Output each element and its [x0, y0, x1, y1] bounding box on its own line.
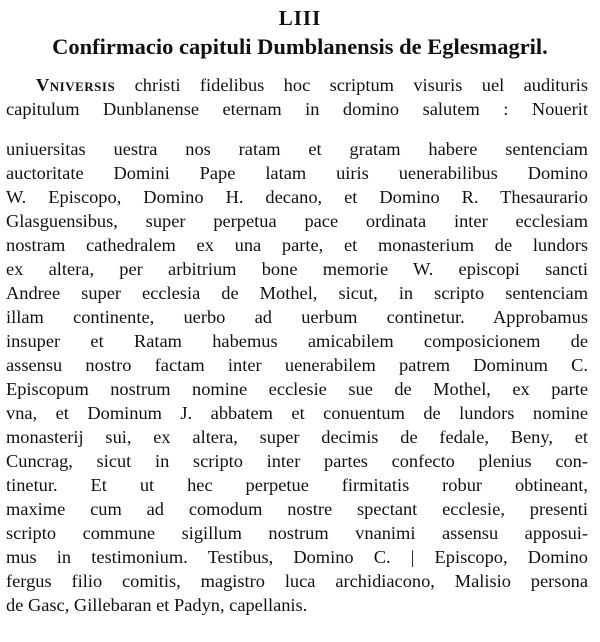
- text-line-20: mus in testimonium. Testibus, Domino C. | Episcopo, Domino: [6, 547, 588, 567]
- text-line-6: Glasguensibus, super perpetua pace ordinata inter ecclesiam: [6, 211, 588, 231]
- text-line-14: vna, et Dominum J. abbatem et conuentum de lundors nomine: [6, 403, 588, 423]
- text-line-1: Vniversis christi fidelibus hoc scriptum visuris uel audituris: [36, 75, 588, 95]
- text-line-4: auctoritate Domini Pape latam uiris uenerabilibus Domino: [6, 163, 588, 183]
- text-line-13: Episcopum nostrum nomine ecclesie sue de Mothel, ex parte: [6, 379, 588, 399]
- text-line-16: Cuncrag, sicut in scripto inter partes confecto plenius con-: [6, 451, 588, 471]
- text-line-19: scripto commune sigillum nostrum vnanimi assensu apposui-: [6, 523, 588, 543]
- charter-number: LIII: [278, 6, 322, 30]
- text-line-8: ex altera, per arbitrium bone memorie W. episcopi sancti: [6, 259, 588, 279]
- text-line-9: Andree super ecclesia de Mothel, sicut, in scripto sentenciam: [6, 283, 588, 303]
- text-line-2: capitulum Dunblanense eternam in domino salutem : Nouerit: [6, 99, 588, 119]
- text-line-21: fergus filio comitis, magistro luca archidiacono, Malisio persona: [6, 571, 588, 591]
- text-line-12: assensu nostro factam inter uenerabilem patrem Dominum C.: [6, 355, 588, 375]
- opening-word: Vniversis: [36, 75, 116, 95]
- text-line-15: monasterij sui, ex altera, super decimis de fedale, Beny, et: [6, 427, 588, 447]
- text-line-11: insuper et Ratam habemus amicabilem composicionem de: [6, 331, 588, 351]
- text-line-3: uniuersitas uestra nos ratam et gratam habere sentenciam: [6, 139, 588, 159]
- text-line-17: tinetur. Et ut hec perpetue firmitatis robur obtineant,: [6, 475, 588, 495]
- text-line-5: W. Episcopo, Domino H. decano, et Domino R. Thesaurario: [6, 187, 588, 207]
- text-line-22: de Gasc, Gillebaran et Padyn, capellanis.: [6, 595, 308, 615]
- text-line-10: illam continente, uerbo ad uerbum continetur. Approbamus: [6, 307, 588, 327]
- text-line-7: nostram cathedralem ex una parte, et monasterium de lundors: [6, 235, 588, 255]
- text-line-18: maxime cum ad comodum nostre spectant ecclesie, presenti: [6, 499, 588, 519]
- charter-title: Confirmacio capituli Dumblanensis de Eglesmagril.: [52, 34, 548, 59]
